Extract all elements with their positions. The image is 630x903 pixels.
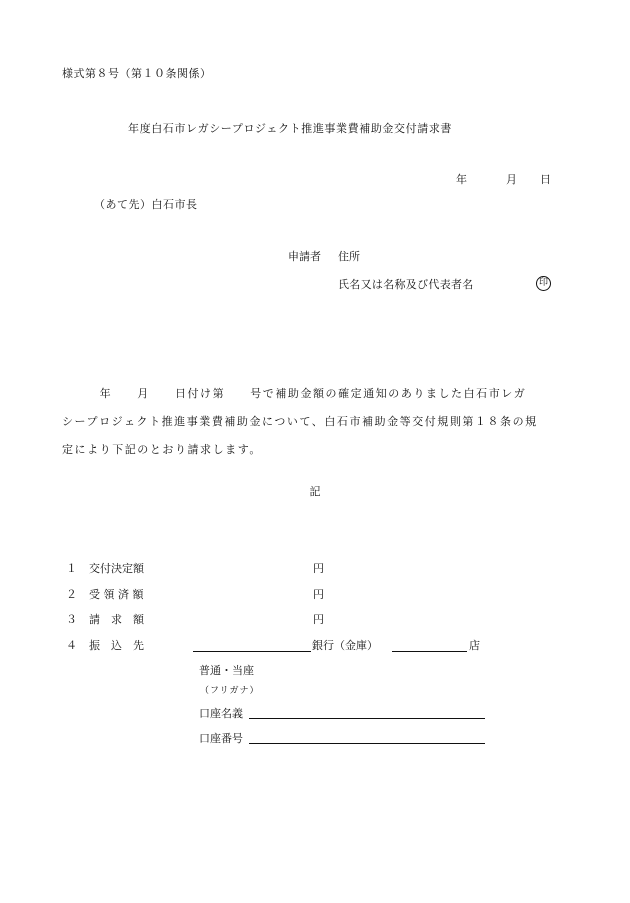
date-month-label: 月: [506, 173, 517, 186]
bank-name-blank[interactable]: [193, 651, 311, 652]
account-name-label: 口座名義: [199, 707, 243, 720]
request-body-text: [62, 380, 560, 464]
bank-suffix-label: 銀行（金庫）: [312, 639, 378, 652]
body-line-1: 年 月 日付け第 号で補助金額の確定通知のありました白石市レガ: [62, 387, 527, 400]
furigana-label: （フリガナ）: [200, 686, 260, 696]
item-number: ２: [66, 588, 77, 601]
item-number: ４: [66, 639, 77, 652]
date-day-label: 日: [540, 173, 551, 186]
form-number: 様式第８号（第１０条関係）: [62, 67, 212, 80]
applicant-address-label: 住所: [338, 250, 360, 263]
item-label-requested-amount: 請 求 額: [89, 613, 144, 626]
applicant-label: 申請者: [288, 250, 321, 263]
date-line: [456, 174, 551, 185]
item-number: ３: [66, 613, 77, 626]
item-label-received-amount: 受 領 済 額: [89, 588, 144, 601]
account-type-label: 普通・当座: [199, 664, 254, 677]
item-unit-yen: 円: [313, 562, 324, 575]
body-line-3: 定により下記のとおり請求します。: [62, 443, 262, 456]
seal-mark: 印: [536, 276, 551, 291]
item-unit-yen: 円: [313, 613, 324, 626]
applicant-name-label: 氏名又は名称及び代表者名: [338, 278, 474, 291]
date-year-label: 年: [456, 173, 467, 186]
account-name-blank[interactable]: [249, 718, 485, 719]
item-unit-yen: 円: [313, 588, 324, 601]
body-line-2: シープロジェクト推進事業費補助金について、白石市補助金等交付規則第１８条の規: [62, 415, 538, 428]
document-title: 年度白石市レガシープロジェクト推進事業費補助金交付請求書: [128, 122, 453, 135]
item-number: １: [66, 562, 77, 575]
addressee: （あて先）白石市長: [94, 198, 198, 211]
branch-suffix-label: 店: [469, 639, 480, 652]
ki-heading: 記: [309, 485, 321, 498]
item-label-decided-amount: 交付決定額: [89, 562, 144, 575]
branch-name-blank[interactable]: [392, 651, 467, 652]
item-label-transfer-destination: 振 込 先: [89, 639, 144, 652]
account-number-blank[interactable]: [249, 743, 485, 744]
account-number-label: 口座番号: [199, 732, 243, 745]
